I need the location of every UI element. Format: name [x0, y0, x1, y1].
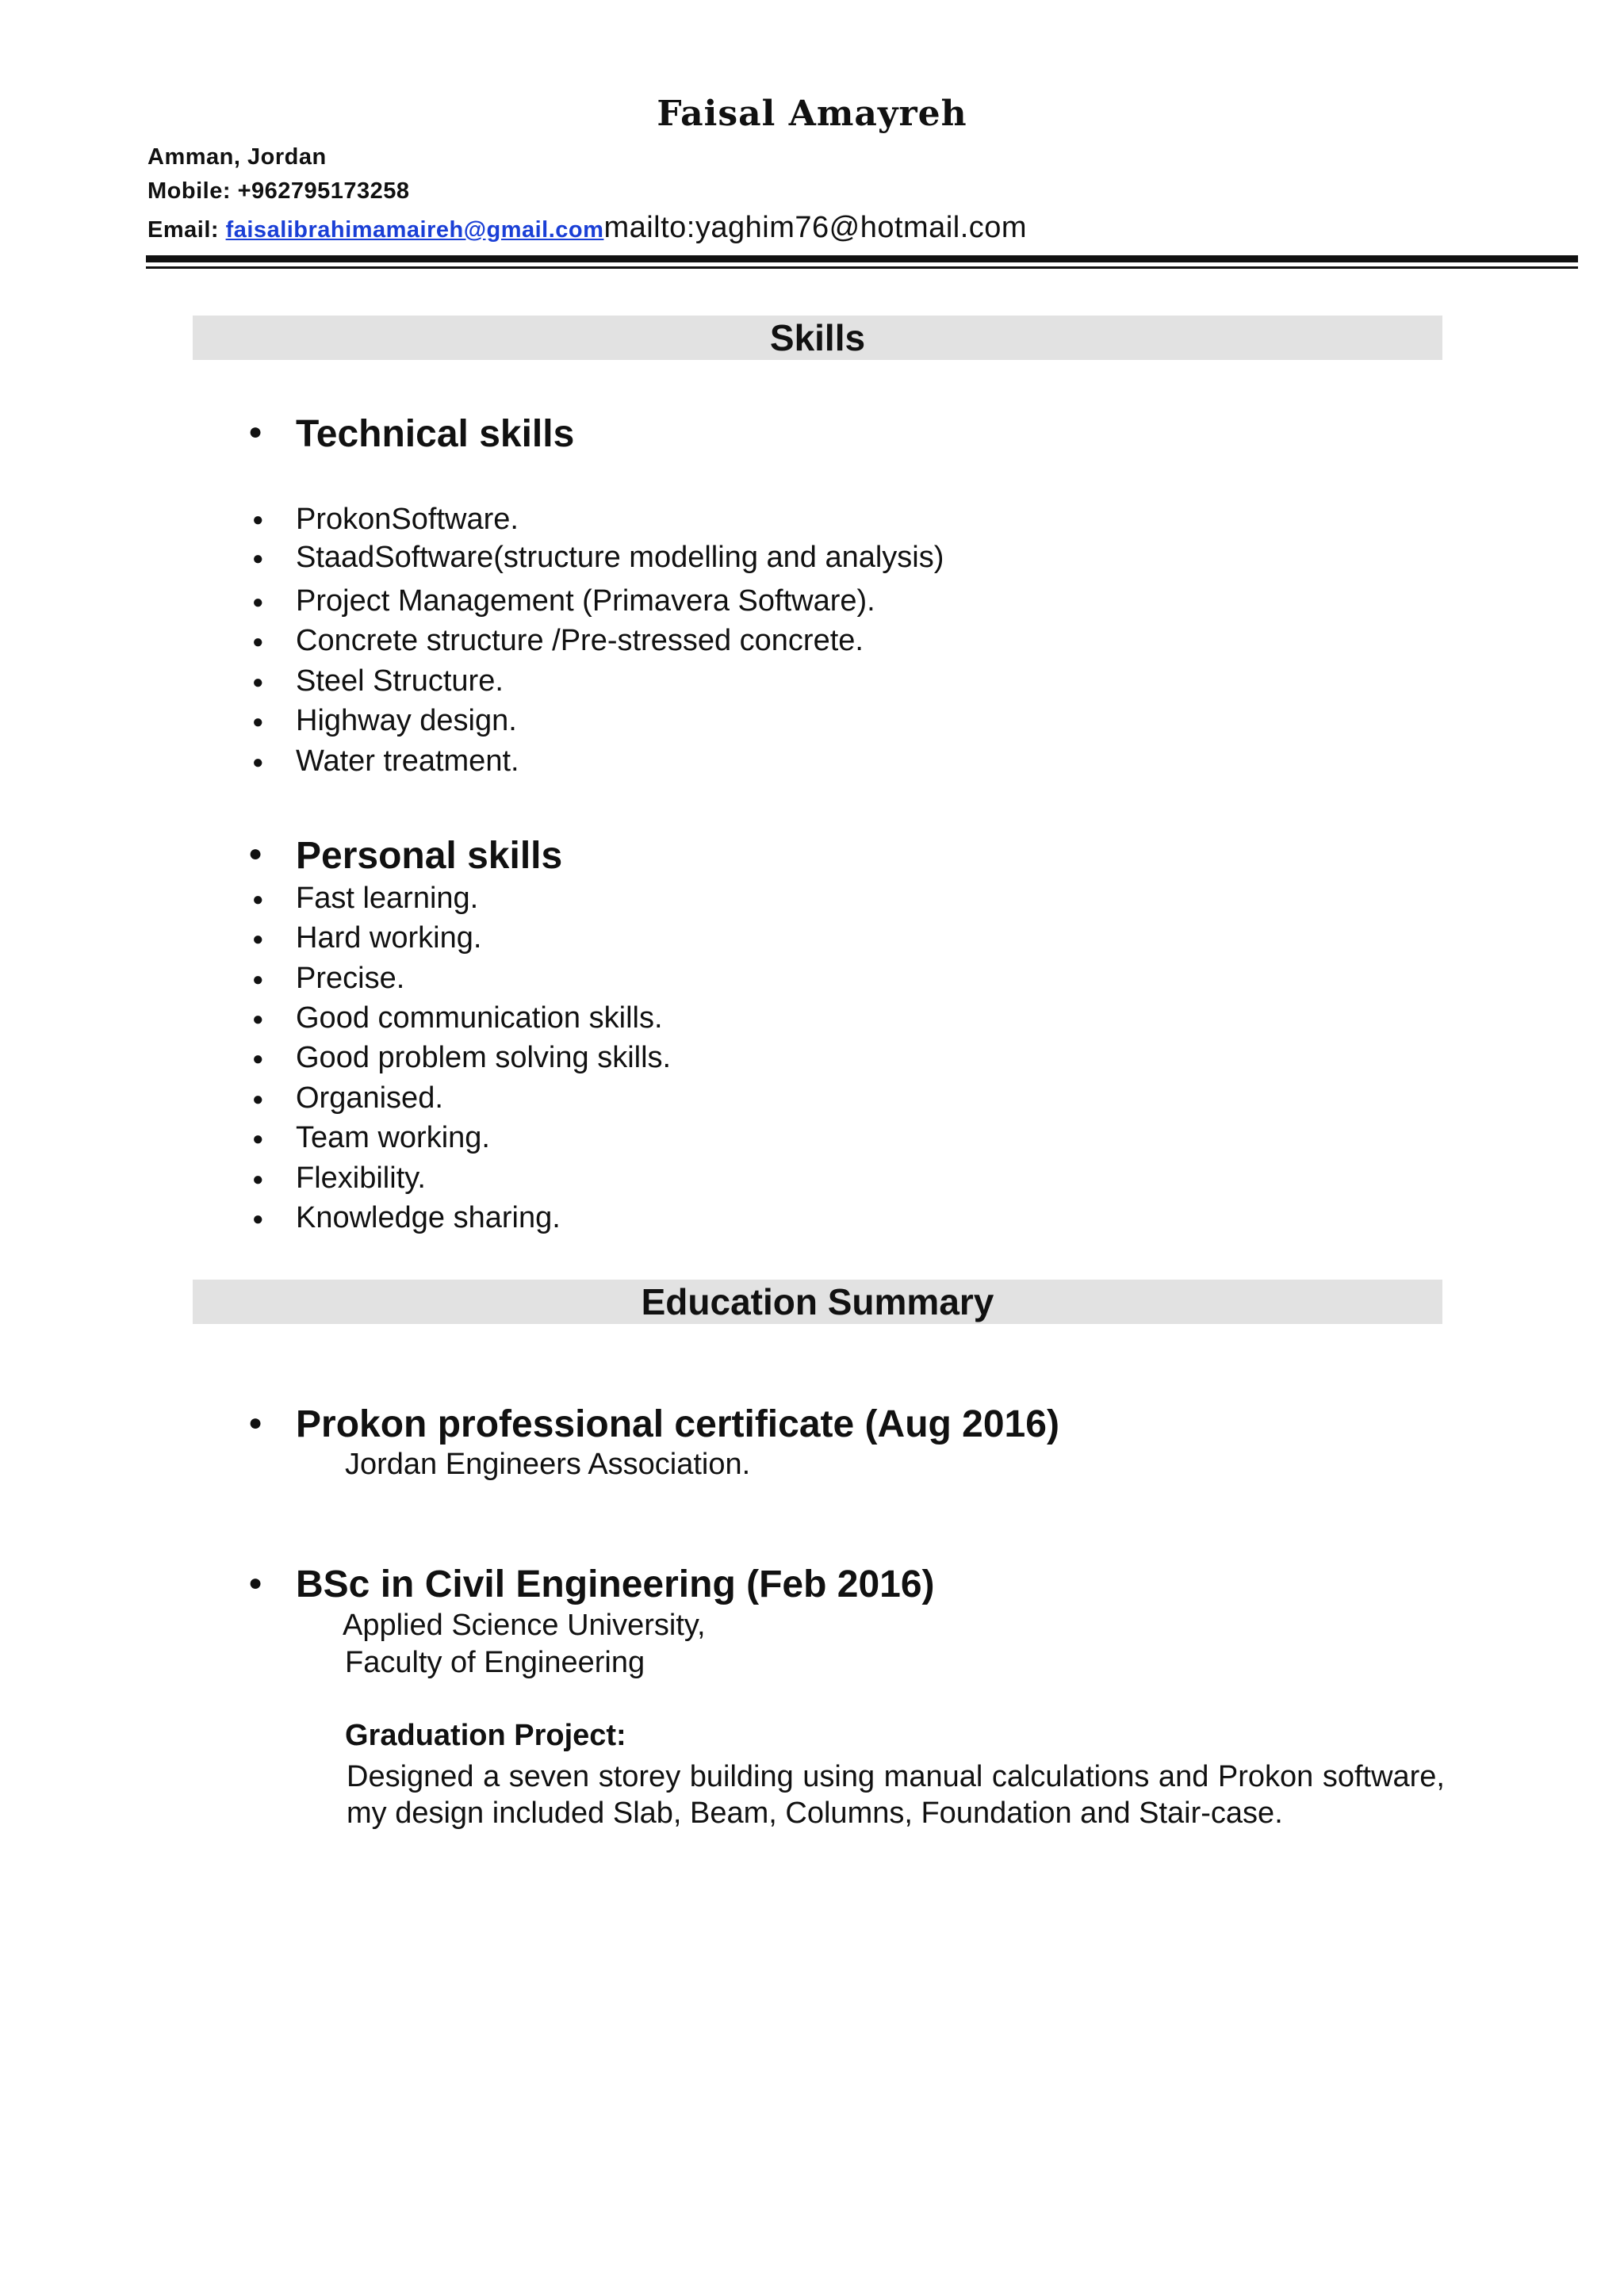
personal-skill-item: Fast learning.	[296, 882, 479, 915]
bullet: ●	[252, 1208, 264, 1230]
bullet: ●	[248, 1410, 263, 1436]
bullet: ●	[248, 1570, 263, 1596]
bullet: ●	[252, 591, 264, 613]
technical-skill-item: Steel Structure.	[296, 664, 504, 698]
bullet: ●	[252, 969, 264, 990]
email-link[interactable]: faisalibrahimamaireh@gmail.com	[225, 217, 604, 243]
bullet: ●	[248, 419, 263, 445]
bullet: ●	[252, 1008, 264, 1030]
header-rule-thick	[146, 255, 1578, 262]
personal-skill-item: Flexibility.	[296, 1161, 426, 1195]
education-entry-title: Prokon professional certificate (Aug 2016)	[296, 1403, 1059, 1445]
bullet: ●	[248, 840, 263, 867]
technical-skill-item: Project Management (Primavera Software).	[296, 584, 875, 618]
education-entry-title: BSc in Civil Engineering (Feb 2016)	[296, 1563, 935, 1605]
personal-skill-item: Team working.	[296, 1121, 490, 1154]
technical-skill-item: StaadSoftware(structure modelling and analysis)	[296, 541, 944, 574]
email-label: Email:	[147, 217, 220, 243]
graduation-project-description: Designed a seven storey building using manual calculations and Prokon software, my design included Slab, Beam, Columns, Foundation and Stair-case.	[347, 1760, 1445, 1830]
bullet: ●	[252, 1128, 264, 1150]
technical-skill-item: Water treatment.	[296, 744, 519, 778]
personal-skill-item: Hard working.	[296, 921, 482, 955]
personal-skill-item: Knowledge sharing.	[296, 1201, 561, 1234]
bullet: ●	[252, 1048, 264, 1070]
education-section-title: Education Summary	[193, 1280, 1442, 1324]
graduation-project-label: Graduation Project:	[345, 1719, 626, 1752]
technical-skill-item: Highway design.	[296, 704, 517, 737]
bullet: ●	[252, 672, 264, 693]
technical-skill-item: Concrete structure /Pre-stressed concrete.	[296, 624, 864, 657]
technical-skills-heading: Technical skills	[296, 413, 575, 455]
header-rule-thin	[146, 266, 1578, 269]
personal-skills-heading: Personal skills	[296, 835, 563, 877]
bullet: ●	[252, 631, 264, 652]
mobile-number: +962795173258	[237, 178, 410, 204]
education-entry-detail: Faculty of Engineering	[345, 1646, 645, 1679]
bullet: ●	[252, 928, 264, 950]
location: Amman, Jordan	[147, 144, 327, 170]
bullet: ●	[252, 711, 264, 733]
education-entry-detail: Jordan Engineers Association.	[345, 1448, 751, 1481]
bullet: ●	[252, 889, 264, 910]
personal-skill-item: Good communication skills.	[296, 1001, 663, 1035]
personal-skill-item: Good problem solving skills.	[296, 1041, 672, 1074]
skills-section-title: Skills	[193, 316, 1442, 360]
email-alt: mailto:yaghim76@hotmail.com	[603, 211, 1028, 244]
personal-skill-item: Precise.	[296, 962, 405, 995]
bullet: ●	[252, 509, 264, 530]
bullet: ●	[252, 548, 264, 569]
bullet: ●	[252, 1089, 264, 1110]
bullet: ●	[252, 752, 264, 773]
personal-skill-item: Organised.	[296, 1081, 443, 1115]
mobile-label: Mobile:	[147, 178, 231, 204]
email-line	[147, 211, 1027, 245]
bullet: ●	[252, 1169, 264, 1190]
candidate-name: Faisal Amayreh	[657, 94, 967, 134]
education-entry-detail: Applied Science University,	[343, 1609, 706, 1642]
technical-skill-item: ProkonSoftware.	[296, 503, 519, 536]
mobile-line	[147, 178, 410, 205]
